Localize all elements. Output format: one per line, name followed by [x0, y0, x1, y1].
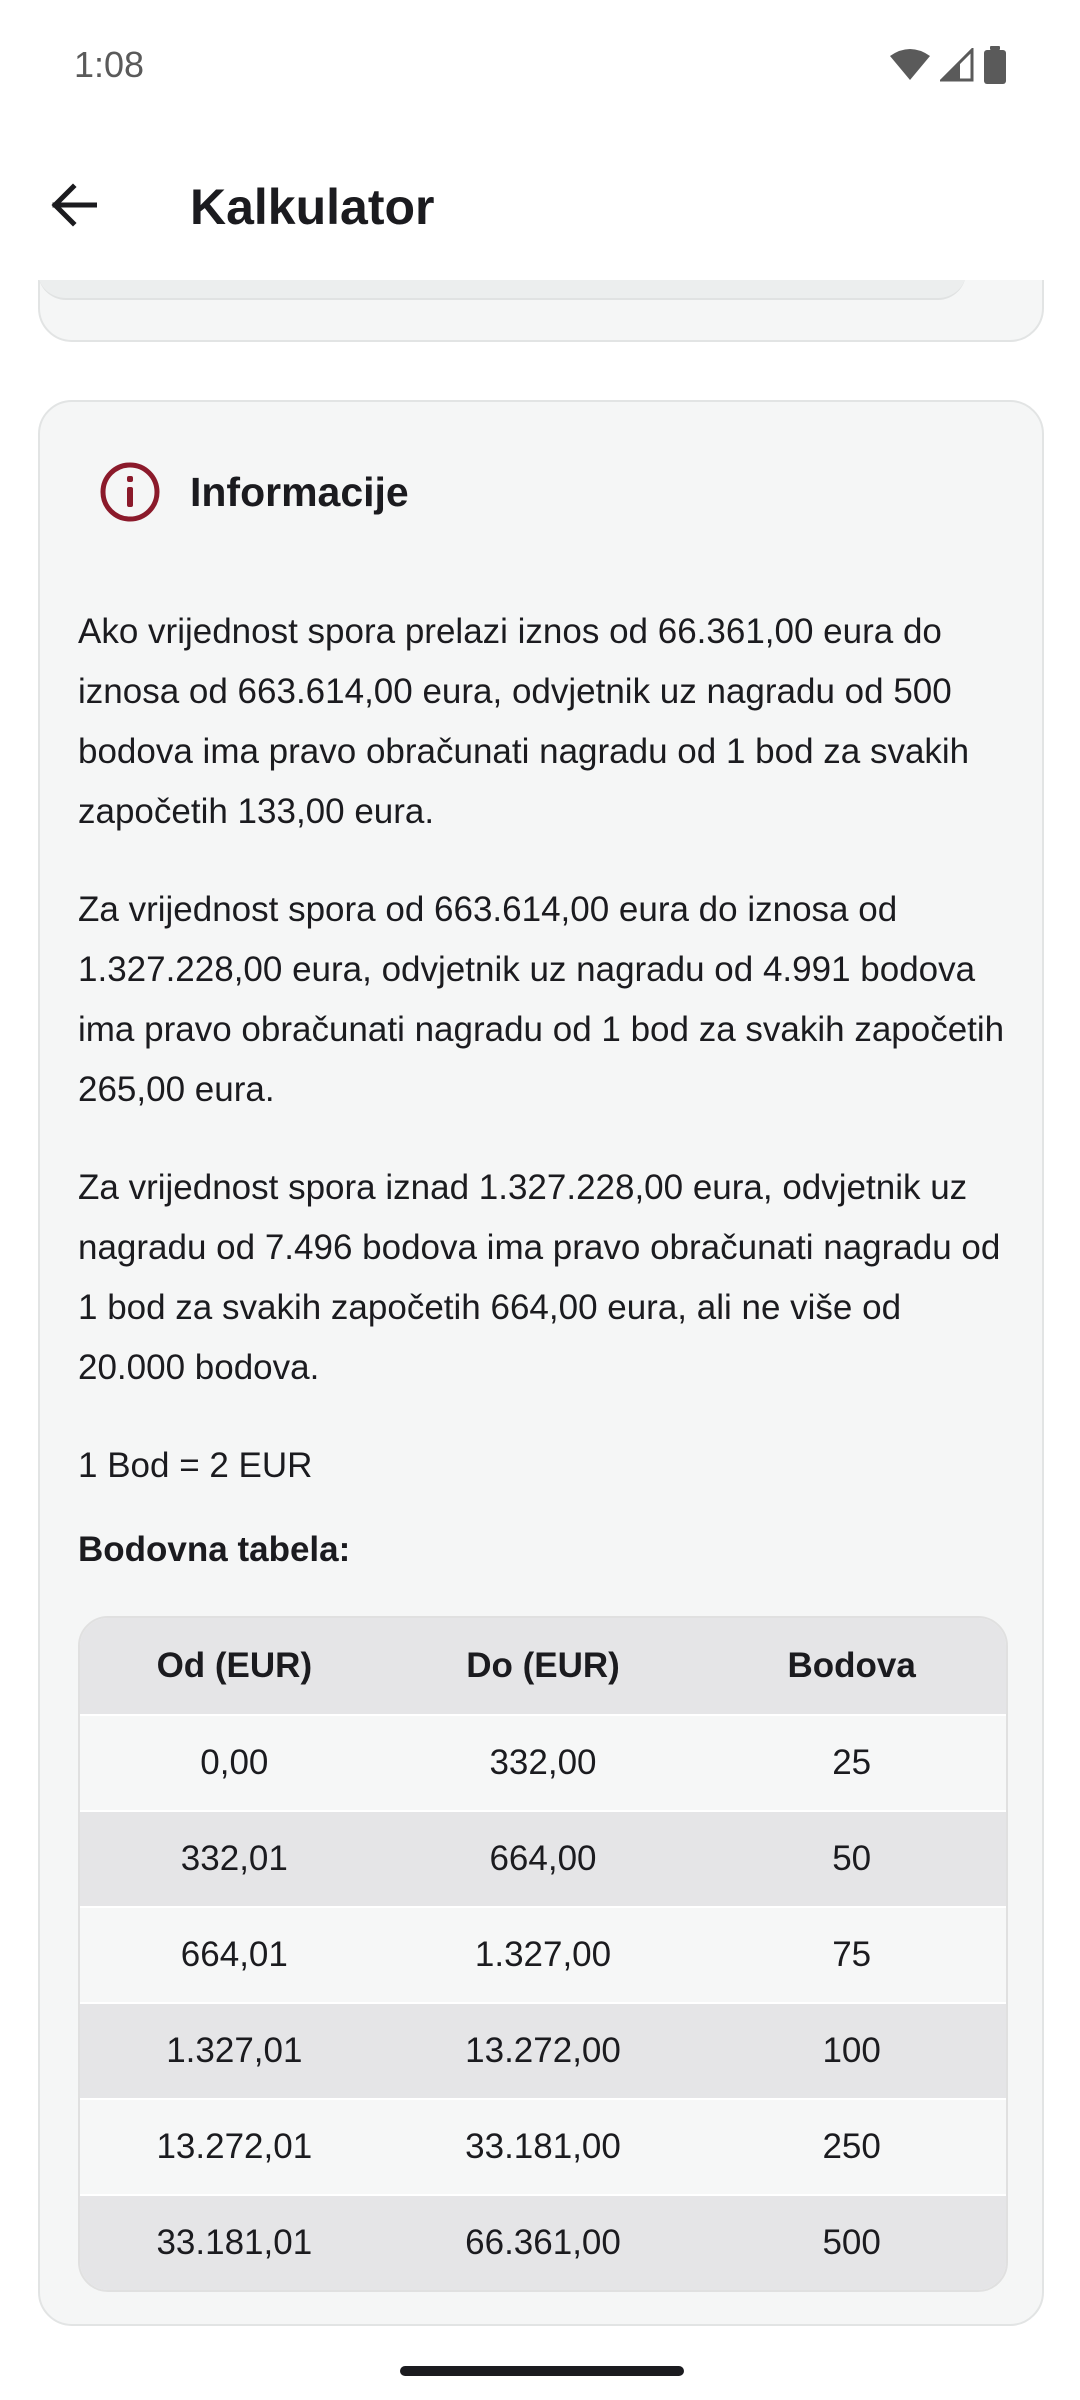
- table-header-row: [80, 1618, 1006, 1714]
- arrow-left-icon: [49, 183, 97, 227]
- table-cell: 664,01: [180, 1935, 288, 1974]
- table-row: [80, 1714, 1006, 1810]
- table-cell: 664,00: [489, 1839, 597, 1878]
- table-cell: 33.181,01: [156, 2223, 313, 2262]
- back-button[interactable]: [38, 170, 108, 240]
- signal-icon: [940, 48, 974, 82]
- info-paragraph: Za vrijednost spora od 663.614,00 eura do iznosa od 1.327.228,00 eura, odvjetnik uz nagradu od 4.991 bodova ima pravo obračunati nagradu od 1 bod za svakih započetih 265,00 eura.: [78, 890, 1005, 1109]
- info-card: [38, 400, 1044, 2326]
- status-icons: [890, 46, 1006, 84]
- table-header-cell: Od (EUR): [156, 1646, 313, 1685]
- table-cell: 75: [832, 1935, 872, 1974]
- table-row: [80, 2002, 1006, 2098]
- points-table: [78, 1616, 1008, 2292]
- table-cell: 25: [832, 1743, 872, 1782]
- table-cell: 250: [822, 2127, 881, 2166]
- table-header-cell: Bodova: [787, 1646, 916, 1685]
- table-title: Bodovna tabela:: [78, 1530, 351, 1569]
- table-cell: 332,00: [489, 1743, 597, 1782]
- info-circle-icon: [98, 460, 162, 524]
- table-cell: 66.361,00: [465, 2223, 621, 2262]
- table-row: [80, 2194, 1006, 2290]
- status-time: 1:08: [74, 44, 145, 85]
- table-cell: 13.272,00: [465, 2031, 621, 2070]
- table-cell: 1.327,00: [474, 1935, 612, 1974]
- table-cell: 100: [822, 2031, 881, 2070]
- wifi-icon: [890, 48, 930, 82]
- page-title: Kalkulator: [190, 179, 435, 235]
- info-header: [98, 460, 409, 524]
- table-cell: 332,01: [180, 1839, 288, 1878]
- table-row: [80, 2098, 1006, 2194]
- table-cell: 33.181,00: [465, 2127, 621, 2166]
- scroll-content[interactable]: [0, 280, 1080, 2360]
- info-paragraph: Ako vrijednost spora prelazi iznos od 66.361,00 eura do iznosa od 663.614,00 eura, odvjetnik uz nagradu od 500 bodova ima pravo obračunati nagradu od 1 bod za svakih započetih 133,00 eura.: [78, 612, 970, 831]
- table-cell: 13.272,01: [156, 2127, 313, 2166]
- table-row: [80, 1810, 1006, 1906]
- status-bar: [0, 0, 1080, 130]
- table-header-cell: Do (EUR): [466, 1646, 620, 1685]
- info-paragraphs: [78, 602, 1008, 1496]
- battery-icon: [984, 46, 1006, 84]
- table-row: [80, 1906, 1006, 2002]
- previous-card-field: [38, 280, 966, 300]
- point-rate: 1 Bod = 2 EUR: [78, 1446, 313, 1485]
- table-cell: 0,00: [200, 1743, 269, 1782]
- table-cell: 1.327,01: [166, 2031, 303, 2070]
- app-bar: [0, 130, 1080, 280]
- info-paragraph: Za vrijednost spora iznad 1.327.228,00 eura, odvjetnik uz nagradu od 7.496 bodova ima pravo obračunati nagradu od 1 bod za svakih započetih 664,00 eura, ali ne više od 20.000 bodova.: [78, 1168, 1001, 1387]
- info-title: Informacije: [190, 468, 409, 515]
- table-cell: 50: [832, 1839, 872, 1878]
- gesture-nav-handle[interactable]: [400, 2366, 684, 2376]
- table-cell: 500: [822, 2223, 881, 2262]
